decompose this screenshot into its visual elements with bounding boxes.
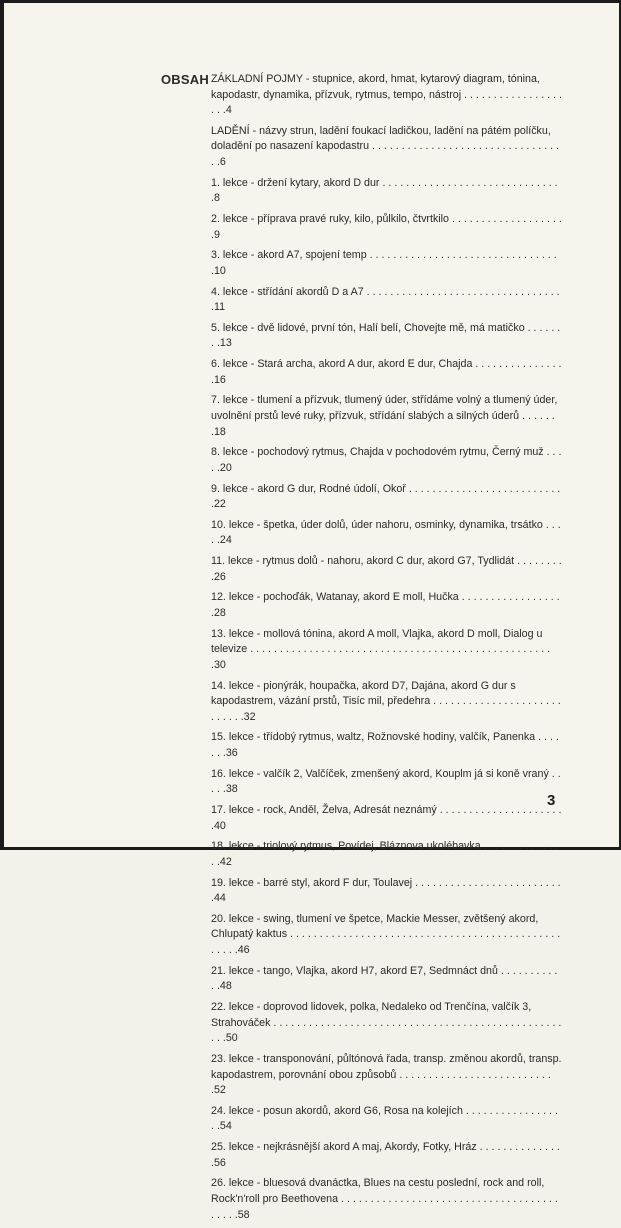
toc-entry [211, 767, 563, 798]
toc-entry [211, 627, 563, 674]
table-of-contents [211, 72, 563, 1228]
toc-entry-text: LADĚNÍ - názvy strun, ladění foukací ladičkou, ladění na pátém políčku, doladění po nasazení kapodastru . . . . . . . . . . . . . . . . . . . . . . . . . . . . . . . . . .6 [211, 124, 560, 169]
toc-entry-text: 9. lekce - akord G dur, Rodné údolí, Okoř . . . . . . . . . . . . . . . . . . . . . . . . . . .22 [211, 482, 561, 511]
toc-entry-text: 26. lekce - bluesová dvanáctka, Blues na cestu poslední, rock and roll, Rock'n'roll pro Beethovena . . . . . . . . . . . . . . . . . . . . . . . . . . . . . . . . . . . . . . . . . .58 [211, 1177, 558, 1221]
toc-entry-text: 8. lekce - pochodový rytmus, Chajda v pochodovém rytmu, Černý muž . . . . .20 [211, 446, 562, 474]
toc-entry [211, 248, 563, 279]
toc-entry [211, 393, 563, 440]
toc-entry-text: 5. lekce - dvě lidové, první tón, Halí belí, Chovejte mě, má matičko . . . . . . . .13 [211, 321, 561, 350]
toc-heading: OBSAH [161, 72, 209, 87]
toc-entry-text: 20. lekce - swing, tlumení ve špetce, Mackie Messer, zvětšený akord, Chlupatý kaktus . . . . . . . . . . . . . . . . . . . . . . . . . . . . . . . . . . . . . . . . . . . . . . . . . . .46 [211, 912, 561, 957]
toc-entry-text: 6. lekce - Stará archa, akord A dur, akord E dur, Chajda . . . . . . . . . . . . . . . .16 [211, 358, 562, 386]
toc-entry [211, 876, 563, 907]
toc-entry [211, 839, 563, 870]
toc-entry-text: 15. lekce - třídobý rytmus, waltz, Rožnovské hodiny, valčík, Panenka . . . . . . .36 [211, 731, 559, 760]
toc-entry-text: 1. lekce - držení kytary, akord D dur . . . . . . . . . . . . . . . . . . . . . . . . . . . . . . .8 [211, 176, 558, 205]
toc-entry [211, 1104, 563, 1135]
toc-entry-text: 21. lekce - tango, Vlajka, akord H7, akord E7, Sedmnáct dnů . . . . . . . . . . . .48 [211, 964, 558, 993]
toc-entry [211, 1140, 563, 1171]
toc-entry [211, 554, 563, 585]
toc-entry [211, 482, 563, 513]
toc-entry-text: 17. lekce - rock, Anděl, Želva, Adresát neznámý . . . . . . . . . . . . . . . . . . . . . .40 [211, 804, 562, 832]
toc-entry [211, 912, 563, 959]
toc-entry [211, 445, 563, 476]
toc-entry [211, 357, 563, 388]
toc-entry [211, 803, 563, 834]
toc-entry [211, 285, 563, 316]
toc-entry-text: 2. lekce - příprava pravé ruky, kilo, půlkilo, čtvrtkilo . . . . . . . . . . . . . . . . . . . .9 [211, 213, 562, 241]
toc-entry [211, 1176, 563, 1223]
toc-entry-text: 14. lekce - pionýrák, houpačka, akord D7, Dajána, akord G dur s kapodastrem, vázání prstů, Tisíc mil, předehra . . . . . . . . . . . . . . . . . . . . . . . . . . . .32 [211, 679, 561, 723]
toc-entry-text: 25. lekce - nejkrásnější akord A maj, Akordy, Fotky, Hráz . . . . . . . . . . . . . . .56 [211, 1141, 560, 1169]
toc-entry [211, 1052, 563, 1099]
toc-entry [211, 212, 563, 243]
toc-entry [211, 72, 563, 119]
toc-entry [211, 518, 563, 549]
page-number: 3 [547, 792, 556, 809]
toc-entry-text: 11. lekce - rytmus dolů - nahoru, akord C dur, akord G7, Tydlidát . . . . . . . . .26 [211, 555, 562, 583]
toc-entry [211, 730, 563, 761]
toc-entry-text: 10. lekce - špetka, úder dolů, úder nahoru, osminky, dynamika, trsátko . . . . .24 [211, 518, 561, 547]
toc-entry [211, 1000, 563, 1047]
toc-entry-text: 18. lekce - triolový rytmus, Povídej, Bláznova ukolébavka . . . . . . . . . . . . . . .42 [211, 840, 558, 868]
toc-entry-text: 24. lekce - posun akordů, akord G6, Rosa na kolejích . . . . . . . . . . . . . . . . . .54 [211, 1104, 558, 1133]
toc-entry-text: 22. lekce - doprovod lidovek, polka, Nedaleko od Trenčína, valčík 3, Strahováček . . . . . . . . . . . . . . . . . . . . . . . . . . . . . . . . . . . . . . . . . . . . . . . . . . . .50 [211, 1001, 562, 1045]
toc-entry-text: 19. lekce - barré styl, akord F dur, Toulavej . . . . . . . . . . . . . . . . . . . . . . . . . .44 [211, 876, 561, 905]
toc-entry-text: 3. lekce - akord A7, spojení temp . . . . . . . . . . . . . . . . . . . . . . . . . . . . . . . . .10 [211, 249, 557, 277]
toc-entry-text: 16. lekce - valčík 2, Valčíček, zmenšený akord, Kouplm já si koně vraný . . . . .38 [211, 767, 561, 796]
toc-entry-text: 4. lekce - střídání akordů D a A7 . . . . . . . . . . . . . . . . . . . . . . . . . . . . . . . . . .11 [211, 285, 560, 314]
toc-entry-text: 13. lekce - mollová tónina, akord A moll, Vlajka, akord D moll, Dialog u televize . . . . . . . . . . . . . . . . . . . . . . . . . . . . . . . . . . . . . . . . . . . . . . . . . . . .30 [211, 627, 551, 671]
toc-entry-text: ZÁKLADNÍ POJMY - stupnice, akord, hmat, kytarový diagram, tónina, kapodastr, dynamika, přízvuk, rytmus, tempo, nástroj . . . . . . . . . . . . . . . . . . . .4 [211, 73, 563, 117]
toc-entry [211, 590, 563, 621]
toc-entry [211, 124, 563, 171]
toc-entry-text: 12. lekce - pochoďák, Watanay, akord E moll, Hučka . . . . . . . . . . . . . . . . . .28 [211, 591, 560, 620]
toc-entry-text: 7. lekce - tlumení a přízvuk, tlumený úder, střídáme volný a tlumený úder, uvolnění prstů levé ruky, přízvuk, střídání slabých a silných úderů . . . . . . .18 [211, 394, 558, 438]
toc-entry-text: 23. lekce - transponování, půltónová řada, transp. změnou akordů, transp. kapodastrem, porovnání obou způsobů . . . . . . . . . . . . . . . . . . . . . . . . . . .52 [211, 1052, 562, 1097]
toc-entry [211, 321, 563, 352]
toc-entry [211, 176, 563, 207]
toc-entry [211, 679, 563, 726]
toc-entry [211, 964, 563, 995]
